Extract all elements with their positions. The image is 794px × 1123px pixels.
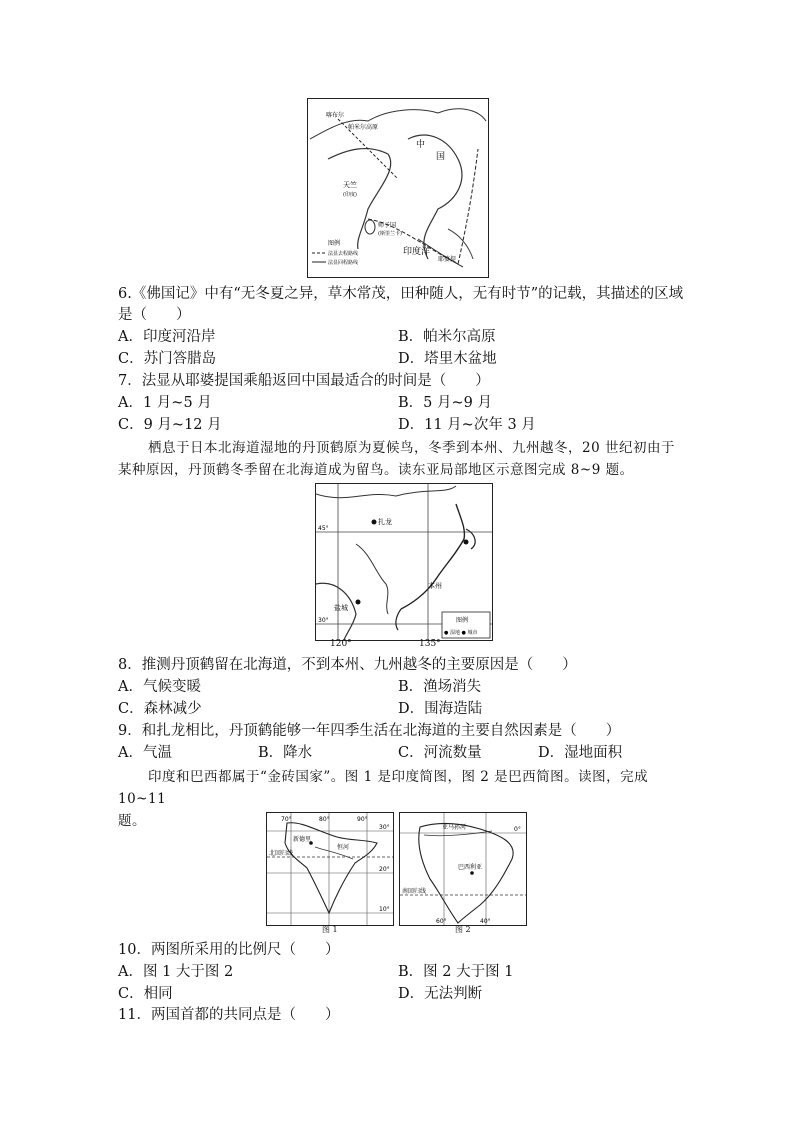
- map3-fig2-lat0: 0°: [514, 826, 521, 833]
- map1-label-tianzhu: 天竺: [343, 181, 357, 189]
- q10-option-c[interactable]: C．相同: [118, 986, 173, 1002]
- map3-fig2-amazon: 亚马孙河: [442, 824, 467, 831]
- map3-fig2-lon40: 40°: [480, 918, 491, 925]
- map2-label-honshu: 本州: [428, 582, 442, 590]
- map3-fig2-lon60: 60°: [436, 918, 447, 925]
- map3-fig2-caption: 图 2: [455, 925, 471, 934]
- map3-fig1-lat30: 30°: [379, 824, 390, 831]
- map1-legend-title: 图例: [328, 240, 341, 247]
- map3-fig1-lon90: 90°: [357, 816, 368, 823]
- q7-option-b[interactable]: B．5 月~9 月: [398, 395, 492, 411]
- map1-legend-item-2: 法显回程路线: [328, 260, 359, 266]
- map3-fig1-lat20: 20°: [379, 866, 390, 873]
- q8-option-c[interactable]: C．森林减少: [118, 701, 202, 717]
- q7-option-a[interactable]: A．1 月~5 月: [118, 395, 212, 411]
- intro-8-9-line1: 栖息于日本北海道湿地的丹顶鹤原为夏候鸟，冬季到本州、九州越冬，20 世纪初由于: [148, 440, 675, 456]
- q8-stem: 8．推测丹顶鹤留在北海道，不到本州、九州越冬的主要原因是（ ）: [118, 657, 577, 673]
- map1-label-guo: 国: [436, 152, 446, 162]
- q10-option-d[interactable]: D．无法判断: [398, 986, 483, 1002]
- q9-stem: 9．和扎龙相比，丹顶鹤能够一年四季生活在北海道的主要自然因素是（ ）: [118, 723, 621, 739]
- q8-option-d[interactable]: D．围海造陆: [398, 701, 483, 717]
- map2-city-yancheng: 盐城: [334, 604, 348, 612]
- faxian-route-map: [307, 98, 489, 278]
- map3-fig2-brasilia: 巴西利亚: [458, 864, 483, 871]
- map1-label-india: (印度): [343, 192, 357, 198]
- east-asia-map-svg: [316, 484, 492, 640]
- q9-option-a[interactable]: A．气温: [118, 745, 172, 761]
- map3-fig1-caption: 图 1: [322, 925, 338, 934]
- q9-option-b[interactable]: B．降水: [258, 745, 313, 761]
- q6-option-d[interactable]: D．塔里木盆地: [398, 351, 497, 367]
- faxian-route-map-svg: [308, 99, 488, 277]
- map1-label-pamir: 帕米尔高原: [348, 124, 379, 131]
- intro-10-11: [118, 766, 678, 832]
- map1-label-zhong: 中: [416, 140, 426, 150]
- map2-lat30: 30°: [318, 617, 329, 624]
- map1-label-shiziguo: 师子国: [378, 222, 397, 229]
- india-map-svg: [267, 813, 393, 925]
- q6-option-a[interactable]: A．印度河沿岸: [118, 329, 216, 345]
- intro-8-9: [118, 437, 678, 481]
- map1-label-kabul: 喀布尔: [326, 112, 345, 119]
- map3-fig1-newdelhi: 新德里: [293, 836, 312, 843]
- q6-stem-line1: 6.《佛国记》中有“无冬夏之异，草木常茂，田种随人，无有时节”的记载，其描述的区域: [118, 286, 684, 302]
- q9-option-d[interactable]: D．湿地面积: [538, 745, 623, 761]
- india-map: [266, 812, 394, 926]
- map1-label-indian-ocean: 印度洋: [403, 247, 431, 257]
- q6-option-c[interactable]: C．苏门答腊岛: [118, 351, 217, 367]
- q11-stem: 11．两国首都的共同点是（ ）: [118, 1007, 340, 1023]
- map1-legend-item-1: 法显去程路线: [328, 251, 359, 257]
- map2-lat45: 45°: [318, 525, 329, 532]
- q8-option-a[interactable]: A．气候变暖: [118, 679, 201, 695]
- q6-option-b[interactable]: B．帕米尔高原: [398, 329, 496, 345]
- intro-10-11-line1: 印度和巴西都属于“金砖国家”。图 1 是印度简图，图 2 是巴西简图。读图，完成 10~11: [118, 769, 649, 807]
- q9-option-c[interactable]: C．河流数量: [398, 745, 482, 761]
- q10-stem: 10．两图所采用的比例尺（ ）: [118, 942, 340, 958]
- brazil-map: [399, 812, 527, 926]
- map2-legend-items: ● 湿地 ● 城市: [444, 630, 478, 636]
- q6-stem-line2: 是（ ）: [118, 307, 191, 323]
- map3-fig1-ganges: 恒河: [337, 844, 350, 851]
- map3-fig1-tropic: 北回归线: [269, 850, 294, 857]
- east-asia-map: [315, 483, 493, 641]
- map3-fig1-lon80: 80°: [319, 816, 330, 823]
- map3-fig1-lon70: 70°: [281, 816, 292, 823]
- q8-option-b[interactable]: B．渔场消失: [398, 679, 482, 695]
- map3-fig1-lat10: 10°: [379, 906, 390, 913]
- map2-lon120: 120°: [330, 639, 352, 649]
- map2-legend-title: 图例: [456, 617, 469, 624]
- q7-stem: 7．法显从耶婆提国乘船返回中国最适合的时间是（ ）: [118, 373, 490, 389]
- map1-label-yepoti: 耶婆提: [438, 256, 457, 263]
- intro-10-11-line2: 题。: [118, 813, 146, 829]
- map1-label-srilanka: (斯里兰卡): [378, 231, 402, 237]
- map2-lon135: 135°: [419, 639, 441, 649]
- brazil-map-svg: [400, 813, 526, 925]
- map3-fig2-tropic: 南回归线: [402, 888, 427, 895]
- q10-option-a[interactable]: A．图 1 大于图 2: [118, 964, 234, 980]
- intro-8-9-line2: 某种原因，丹顶鹤冬季留在北海道成为留鸟。读东亚局部地区示意图完成 8~9 题。: [118, 462, 634, 478]
- q7-option-c[interactable]: C．9 月~12 月: [118, 417, 222, 433]
- map2-city-zhalong: 扎龙: [378, 518, 392, 526]
- q10-option-b[interactable]: B．图 2 大于图 1: [398, 964, 514, 980]
- q7-option-d[interactable]: D．11 月~次年 3 月: [398, 417, 536, 433]
